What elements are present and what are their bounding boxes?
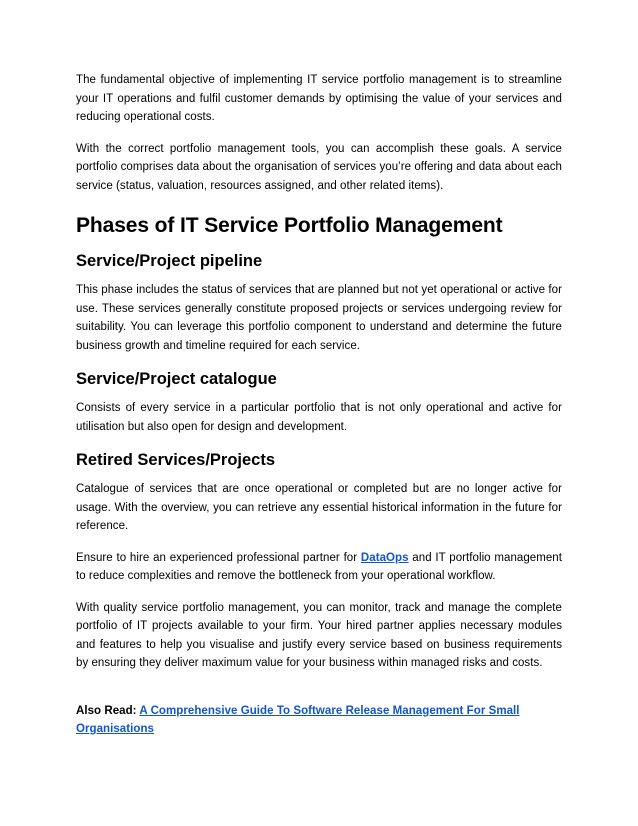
also-read-paragraph <box>76 702 562 739</box>
also-read-link[interactable]: A Comprehensive Guide To Software Release Management For Small Organisations <box>76 704 520 735</box>
ensure-paragraph <box>76 549 562 586</box>
ensure-text-before: Ensure to hire an experienced professional partner for <box>76 551 361 564</box>
ensure-text-after: and IT portfolio management to reduce complexities and remove the bottleneck from your operational workflow. <box>76 551 562 582</box>
dataops-link[interactable]: DataOps <box>360 551 409 564</box>
section-body-catalogue: Consists of every service in a particular portfolio that is not only operational and active for utilisation but also open for design and development. <box>76 402 562 433</box>
main-heading: Phases of IT Service Portfolio Management <box>76 214 503 237</box>
intro-paragraph-2: With the correct portfolio management tools, you can accomplish these goals. A service portfolio comprises data about the organisation of services you’re offering and data about each service (status, valuation, resources assigned, and other related items). <box>76 142 562 192</box>
section-body-pipeline: This phase includes the status of services that are planned but not yet operational or active for use. These services generally constitute proposed projects or services undergoing review for suitability. You can leverage this portfolio component to understand and determine the future business growth and timeline required for each service. <box>76 284 562 352</box>
section-heading-pipeline: Service/Project pipeline <box>76 252 263 270</box>
quality-paragraph: With quality service portfolio management, you can monitor, track and manage the complete portfolio of IT projects available to your firm. Your hired partner applies necessary modules and features to help you visualise and justify every service based on business requirements by ensuring they deliver maximum value for your business within managed risks and costs. <box>76 601 562 669</box>
also-read-label: Also Read: <box>76 704 140 717</box>
intro-paragraph-1: The fundamental objective of implementing IT service portfolio management is to streamline your IT operations and fulfil customer demands by optimising the value of your services and reducing operational costs. <box>76 74 562 123</box>
section-heading-catalogue: Service/Project catalogue <box>76 370 277 388</box>
section-heading-retired: Retired Services/Projects <box>76 451 276 469</box>
section-body-retired: Catalogue of services that are once operational or completed but are no longer active for usage. With the overview, you can retrieve any essential historical information in the future for reference. <box>76 483 562 532</box>
